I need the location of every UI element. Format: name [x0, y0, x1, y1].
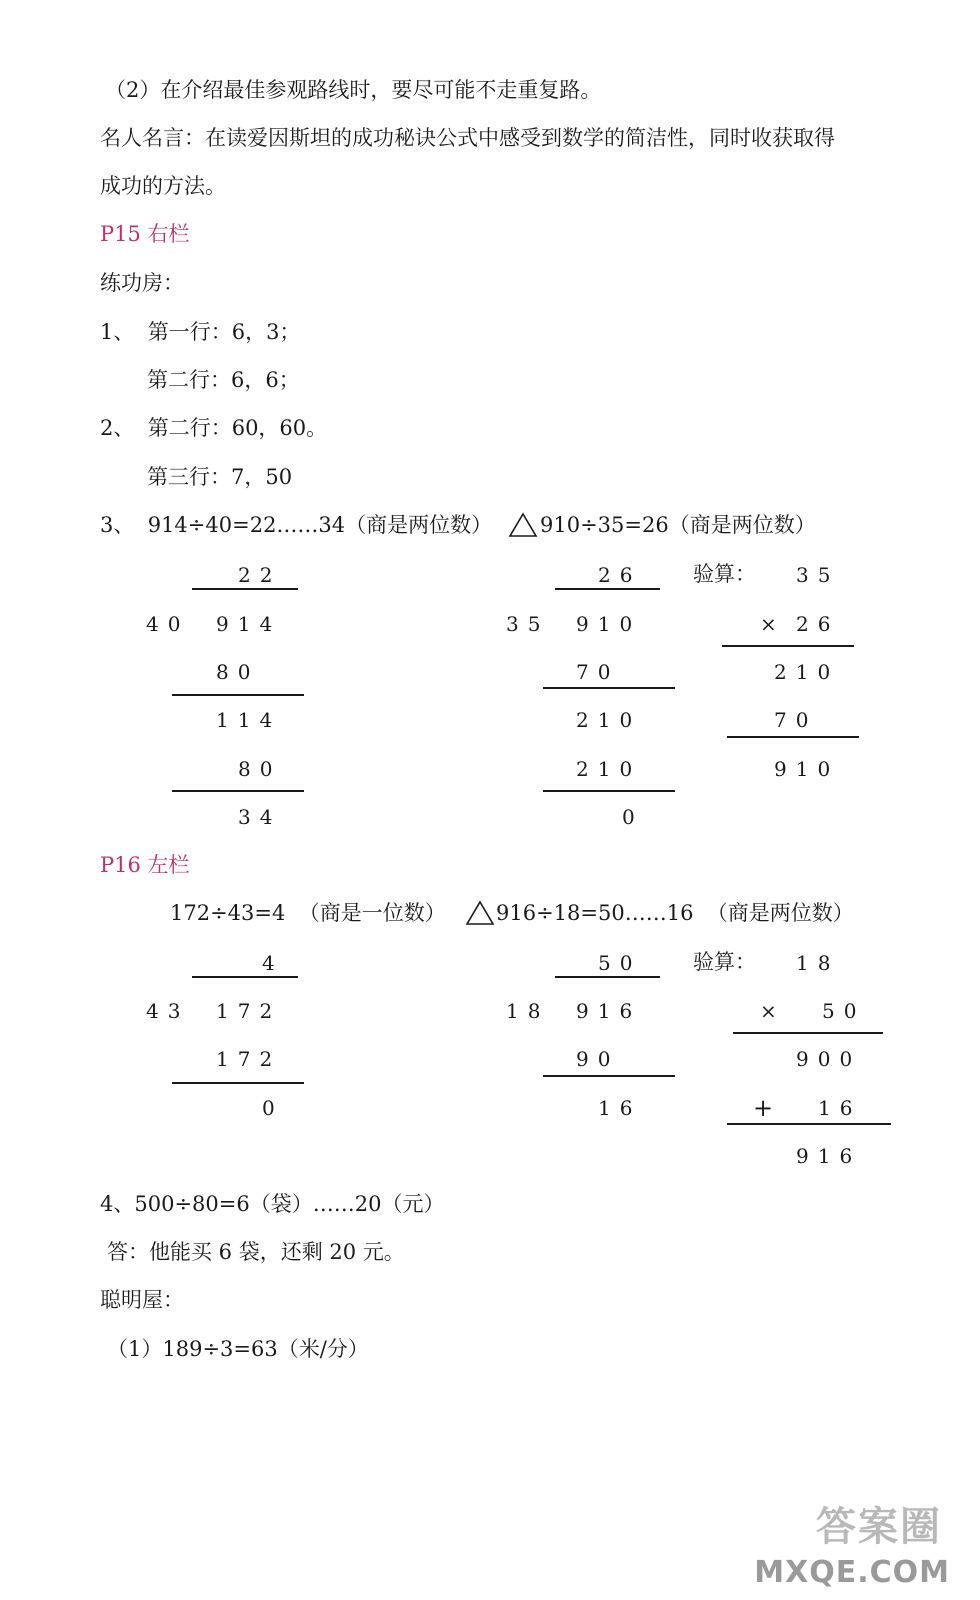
- plus-sign: +: [753, 1094, 783, 1122]
- text-line: 4、500÷80=6（袋）……20（元）: [100, 1192, 445, 1216]
- text-line: 成功的方法。: [100, 174, 226, 198]
- partial-product: 210: [774, 660, 840, 684]
- remainder: 16: [598, 1096, 642, 1120]
- addend: 16: [818, 1096, 862, 1120]
- factor-a: 35: [796, 563, 840, 587]
- divisor: 18: [506, 999, 550, 1023]
- dividend: 910: [576, 612, 642, 636]
- step-rule: [543, 687, 675, 689]
- product: 910: [774, 757, 840, 781]
- step-rule: [172, 1082, 304, 1084]
- remainder: 34: [238, 805, 282, 829]
- step-remainder: 114: [216, 708, 282, 732]
- text-line: 名人名言：在读爱因斯坦的成功秘诀公式中感受到数学的简洁性，同时收获取得: [100, 126, 835, 150]
- divisor: 35: [506, 612, 550, 636]
- watermark-url: MXQE.COM: [754, 1555, 950, 1590]
- check-label: 验算：: [693, 950, 756, 974]
- division-bar: [192, 588, 298, 590]
- factor-b: 26: [796, 612, 840, 636]
- text-line: 2、 第二行：60，60。: [100, 416, 328, 440]
- division-bar: [555, 976, 660, 978]
- text-line: 916÷18=50……16 （商是两位数）: [496, 901, 854, 925]
- divisor: 40: [146, 612, 190, 636]
- section-heading: P15 右栏: [100, 222, 190, 246]
- triangle-icon: [465, 900, 495, 926]
- dividend: 172: [216, 999, 282, 1023]
- step-subtract: 210: [576, 757, 642, 781]
- step-subtract: 70: [576, 660, 620, 684]
- step-rule: [172, 790, 304, 792]
- text-line: 3、 914÷40=22……34（商是两位数）: [100, 513, 493, 537]
- quotient: 22: [238, 563, 282, 587]
- step-remainder: 210: [576, 708, 642, 732]
- text-line: 练功房：: [100, 271, 184, 295]
- text-line: 第二行：6，6；: [147, 368, 300, 392]
- step-rule: [543, 1075, 675, 1077]
- multiply-sign: ×: [760, 999, 786, 1023]
- divisor: 43: [146, 999, 190, 1023]
- division-bar: [555, 588, 660, 590]
- step-subtract: 90: [576, 1047, 620, 1071]
- partial-product: 900: [796, 1047, 862, 1071]
- step-rule: [727, 736, 859, 738]
- step-rule: [733, 1032, 883, 1034]
- remainder: 0: [262, 1096, 284, 1120]
- section-heading: P16 左栏: [100, 853, 190, 877]
- text-line: （2）在介绍最佳参观路线时，要尽可能不走重复路。: [105, 78, 602, 102]
- step-rule: [727, 1123, 891, 1125]
- text-line: 聪明屋：: [100, 1288, 184, 1312]
- text-line: 910÷35=26（商是两位数）: [540, 513, 816, 537]
- step-rule: [172, 694, 304, 696]
- step-subtract: 172: [216, 1047, 282, 1071]
- division-bar: [192, 976, 298, 978]
- dividend: 914: [216, 612, 282, 636]
- step-rule: [722, 645, 854, 647]
- step-subtract: 80: [238, 757, 282, 781]
- factor-b: 50: [822, 999, 866, 1023]
- watermark-logo: 答案圈: [816, 1504, 942, 1550]
- multiply-sign: ×: [760, 612, 786, 636]
- quotient: 4: [262, 951, 284, 975]
- text-line: 答：他能买 6 袋，还剩 20 元。: [107, 1240, 405, 1264]
- triangle-icon: [508, 512, 538, 538]
- dividend: 916: [576, 999, 642, 1023]
- quotient: 50: [598, 951, 642, 975]
- text-line: （1）189÷3=63（米/分）: [107, 1337, 369, 1361]
- factor-a: 18: [796, 951, 840, 975]
- text-line: 172÷43=4 （商是一位数）: [170, 901, 446, 925]
- step-rule: [543, 790, 675, 792]
- text-line: 第三行：7，50: [147, 465, 293, 489]
- remainder: 0: [622, 805, 644, 829]
- step-subtract: 80: [216, 660, 260, 684]
- check-label: 验算：: [693, 562, 756, 586]
- sum: 916: [796, 1144, 862, 1168]
- partial-product: 70: [774, 708, 818, 732]
- text-line: 1、 第一行：6，3；: [100, 320, 301, 344]
- quotient: 26: [598, 563, 642, 587]
